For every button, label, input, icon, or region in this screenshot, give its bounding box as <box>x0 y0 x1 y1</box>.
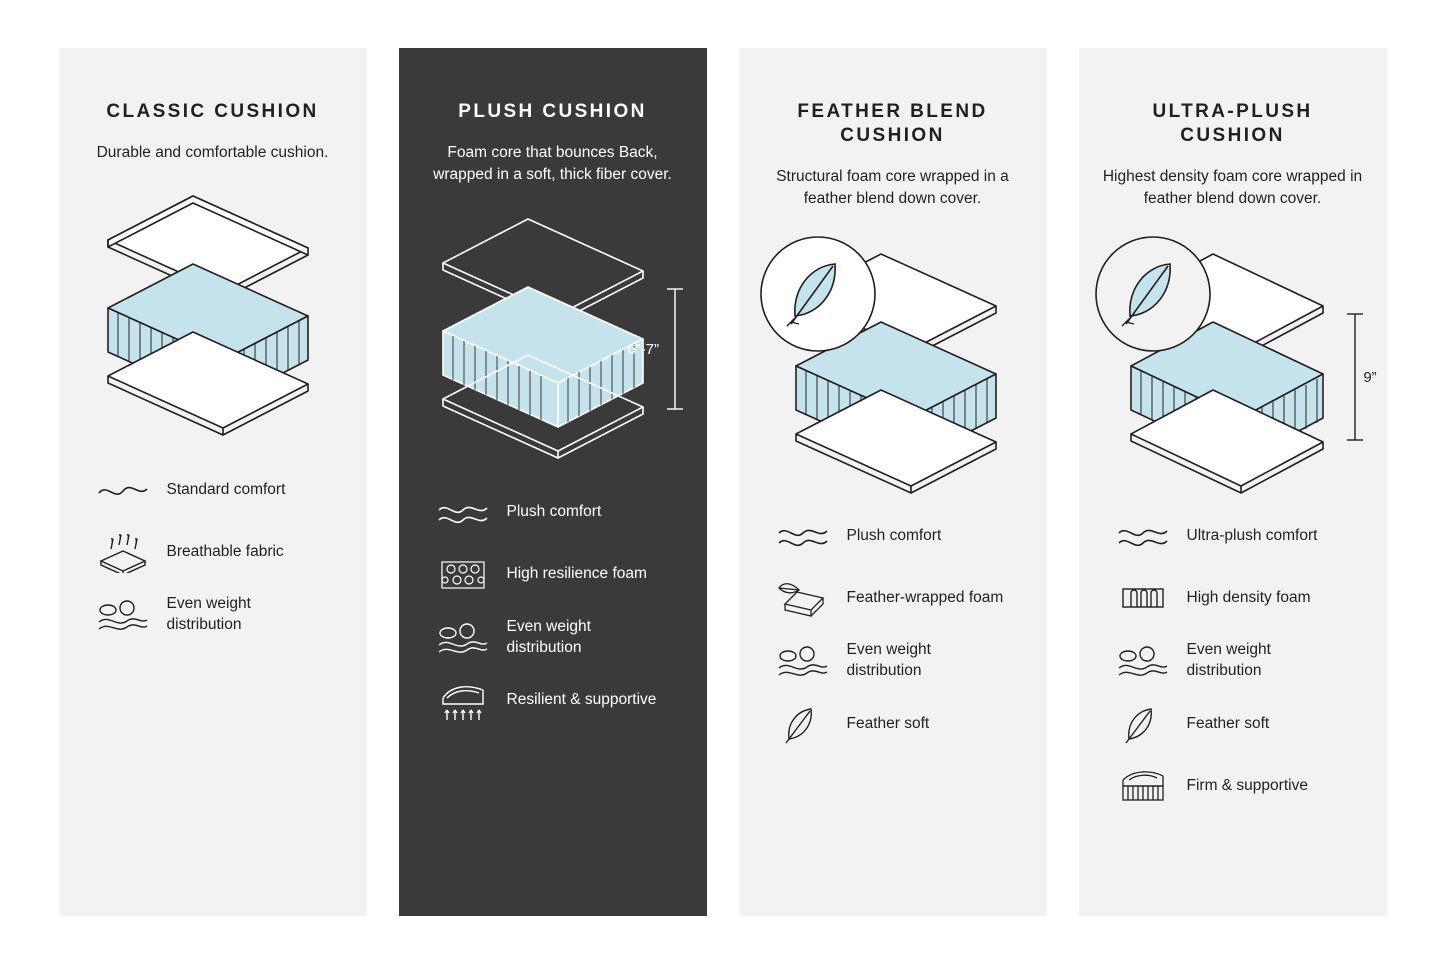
list-item <box>1115 640 1369 682</box>
list-item <box>435 493 689 533</box>
card-description: Structural foam core wrapped in a feather blend down cover. <box>776 167 1009 207</box>
list-item <box>435 555 689 595</box>
list-item-label: Standard comfort <box>166 480 286 498</box>
list-item-label: High density foam <box>1186 588 1311 606</box>
list-item-label: Firm & supportive <box>1186 776 1308 794</box>
feather-icon <box>1115 704 1171 744</box>
weight-distribution-icon <box>1115 641 1171 681</box>
cushion-card-plush[interactable] <box>399 48 707 916</box>
dimension-label: 6”-7” <box>626 340 659 358</box>
list-item-label: Feather soft <box>846 714 930 732</box>
list-item-label: High resilience foam <box>506 565 647 583</box>
card-description: Durable and comfortable cushion. <box>96 143 329 161</box>
list-item-label: Resilient & supportive <box>506 691 657 709</box>
list-item <box>435 681 689 721</box>
list-item <box>95 470 349 510</box>
cushion-exploded-diagram <box>403 209 703 481</box>
list-item <box>775 704 1029 744</box>
page-title: FEATHER BLEND CUSHION <box>797 101 988 146</box>
list-item <box>1115 766 1369 806</box>
wave-icon <box>775 516 831 556</box>
page-title: ULTRA-PLUSH CUSHION <box>1152 101 1313 146</box>
list-item <box>775 516 1029 556</box>
honeycomb-foam-icon <box>435 555 491 595</box>
list-item-label: Even weight distribution <box>846 641 931 680</box>
high-density-foam-icon <box>1115 578 1171 618</box>
list-item-label: Ultra-plush comfort <box>1186 526 1318 544</box>
list-item <box>95 594 349 636</box>
dimension-label: 9” <box>1362 369 1377 387</box>
wave-icon <box>1115 516 1171 556</box>
list-item-label: Even weight distribution <box>1186 641 1271 680</box>
feature-list <box>1097 516 1369 806</box>
page-title: CLASSIC CUSHION <box>106 101 319 122</box>
list-item-label: Even weight distribution <box>166 595 251 634</box>
feature-list <box>757 516 1029 744</box>
cushion-card-classic[interactable] <box>59 48 367 916</box>
weight-distribution-icon <box>435 618 491 658</box>
resilient-support-icon <box>435 681 491 721</box>
list-item <box>775 640 1029 682</box>
list-item <box>1115 704 1369 744</box>
list-item <box>1115 516 1369 556</box>
cushion-exploded-diagram <box>1083 232 1383 504</box>
list-item-label: Even weight distribution <box>506 617 591 656</box>
list-item-label: Feather-wrapped foam <box>846 588 1004 606</box>
cushion-exploded-diagram <box>743 232 1043 504</box>
page-title: PLUSH CUSHION <box>458 101 647 122</box>
feather-badge <box>761 237 875 351</box>
feather-wrapped-foam-icon <box>775 578 831 618</box>
wave-icon <box>435 493 491 533</box>
weight-distribution-icon <box>95 595 151 635</box>
list-item-label: Feather soft <box>1186 714 1270 732</box>
feather-badge <box>1096 237 1210 351</box>
list-item <box>1115 578 1369 618</box>
list-item-label: Plush comfort <box>506 503 602 521</box>
cushion-exploded-diagram <box>63 186 363 458</box>
breathable-fabric-icon <box>95 532 151 572</box>
cushion-card-feather-blend[interactable] <box>739 48 1047 916</box>
card-description: Foam core that bounces Back, wrapped in a soft, thick fiber cover. <box>433 143 672 184</box>
list-item <box>775 578 1029 618</box>
feather-icon <box>775 704 831 744</box>
list-item-label: Plush comfort <box>846 526 942 544</box>
wave-icon <box>95 470 151 510</box>
feature-list <box>77 470 349 636</box>
card-description: Highest density foam core wrapped in feather blend down cover. <box>1102 167 1363 207</box>
list-item <box>95 532 349 572</box>
list-item <box>435 617 689 659</box>
list-item-label: Breathable fabric <box>166 542 284 560</box>
cushion-card-ultra-plush[interactable] <box>1079 48 1387 916</box>
firm-support-icon <box>1115 766 1171 806</box>
feature-list <box>417 493 689 721</box>
weight-distribution-icon <box>775 641 831 681</box>
